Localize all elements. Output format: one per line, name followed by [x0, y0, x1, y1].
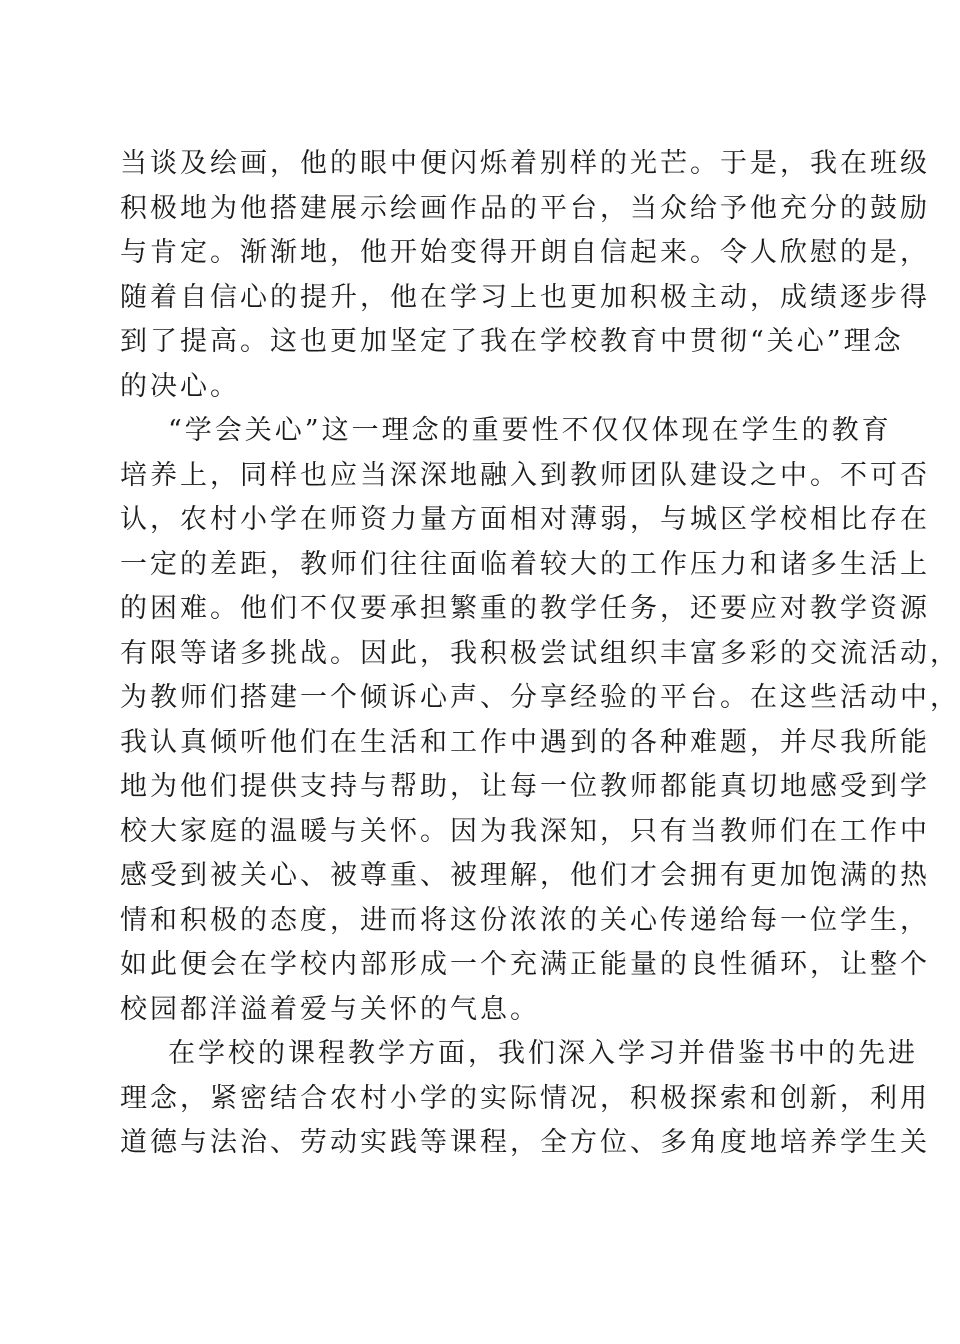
paragraph-2-line-6: 有限等诸多挑战。因此，我积极尝试组织丰富多彩的交流活动，	[120, 637, 960, 669]
paragraph-1-line-6: 的决心。	[120, 370, 240, 402]
paragraph-3-line-3: 道德与法治、劳动实践等课程，全方位、多角度地培养学生关	[120, 1127, 930, 1158]
paragraph-2-line-14: 校园都洋溢着爱与关怀的气息。	[120, 993, 540, 1025]
paragraph-3-line-2: 理念，紧密结合农村小学的实际情况，积极探索和创新，利用	[120, 1082, 930, 1114]
paragraph-2-line-9: 地为他们提供支持与帮助，让每一位教师都能真切地感受到学	[120, 771, 930, 802]
paragraph-1-line-4: 随着自信心的提升，他在学习上也更加积极主动，成绩逐步得	[120, 281, 930, 313]
paragraph-2-line-4: 一定的差距，教师们往往面临着较大的工作压力和诸多生活上	[120, 548, 930, 580]
paragraph-1-line-3: 与肯定。渐渐地，他开始变得开朗自信起来。令人欣慰的是，	[120, 237, 930, 268]
paragraph-2-line-1: “学会关心”这一理念的重要性不仅仅体现在学生的教育	[168, 415, 892, 446]
document-body	[120, 142, 960, 1166]
paragraph-1-line-2: 积极地为他搭建展示绘画作品的平台，当众给予他充分的鼓励	[120, 192, 930, 224]
paragraph-2-line-13: 如此便会在学校内部形成一个充满正能量的良性循环，让整个	[120, 949, 930, 980]
paragraph-2-line-8: 我认真倾听他们在生活和工作中遇到的各种难题，并尽我所能	[120, 726, 930, 758]
paragraph-2-line-10: 校大家庭的温暖与关怀。因为我深知，只有当教师们在工作中	[120, 815, 930, 847]
paragraph-2-line-11: 感受到被关心、被尊重、被理解，他们才会拥有更加饱满的热	[120, 860, 930, 891]
paragraph-2-line-3: 认，农村小学在师资力量方面相对薄弱，与城区学校相比存在	[120, 504, 930, 535]
paragraph-2-line-5: 的困难。他们不仅要承担繁重的教学任务，还要应对教学资源	[120, 593, 930, 624]
paragraph-2-line-7: 为教师们搭建一个倾诉心声、分享经验的平台。在这些活动中，	[120, 682, 960, 713]
paragraph-1-line-1: 当谈及绘画，他的眼中便闪烁着别样的光芒。于是，我在班级	[120, 148, 930, 179]
paragraph-2-line-12: 情和积极的态度，进而将这份浓浓的关心传递给每一位学生，	[120, 904, 930, 936]
paragraph-1-line-5: 到了提高。这也更加坚定了我在学校教育中贯彻“关心”理念	[120, 326, 904, 357]
paragraph-3-line-1: 在学校的课程教学方面，我们深入学习并借鉴书中的先进	[168, 1038, 918, 1069]
paragraph-2-line-2: 培养上，同样也应当深深地融入到教师团队建设之中。不可否	[120, 459, 930, 491]
